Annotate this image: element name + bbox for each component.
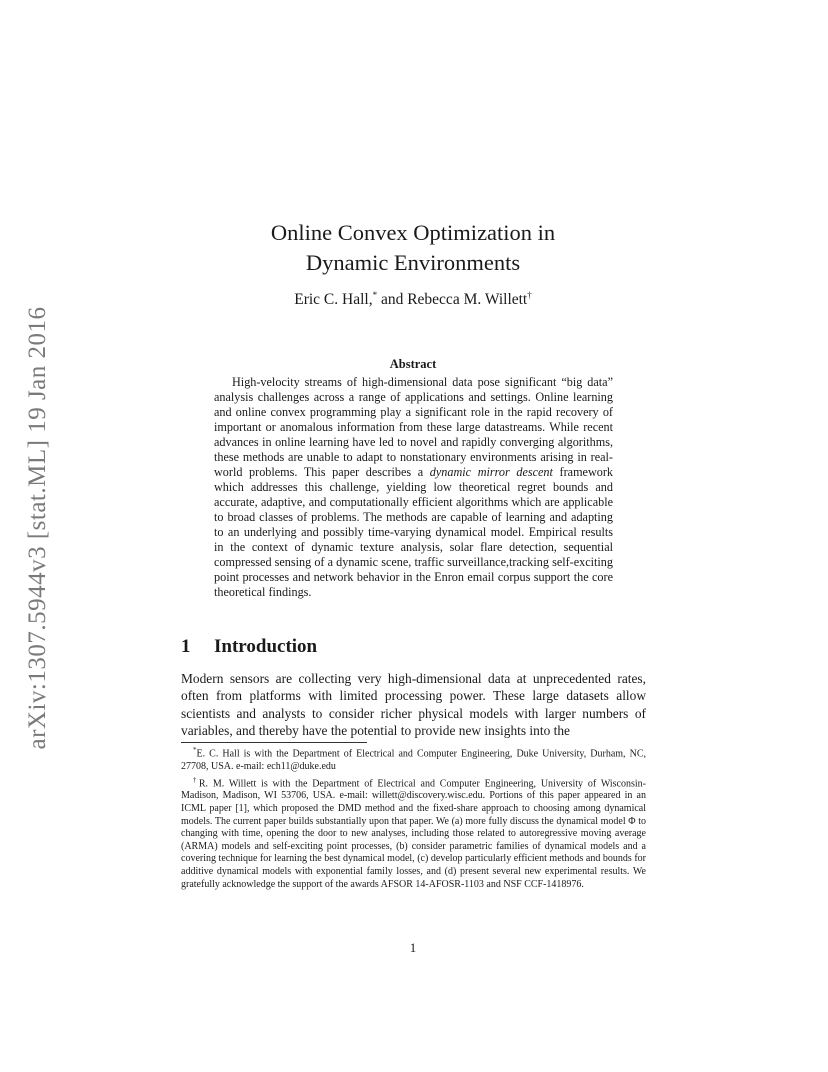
section-number: 1 [181, 636, 191, 657]
arxiv-identifier-text: arXiv:1307.5944v3 [stat.ML] 19 Jan 2016 [24, 306, 51, 750]
section-heading-introduction [181, 636, 317, 658]
footnote-willett-text: R. M. Willett is with the Department of Electrical and Computer Engineering, University of Wisconsin-Madison, Madison, WI 53706, USA. e-mail: willett@discovery.wisc.edu. Portions of this paper appeared in an ICML paper [1], which proposed the DMD method and the fixed-share approach to choosing among dynamical models. The current paper builds substantially upon that paper. We (a) more fully discuss the dynamical model Φ to changing with time, opening the door to new analyses, including those related to autoregressive moving average (ARMA) models and self-exciting point processes, (b) consider parametric families of dynamical models and a covering technique for learning the best dynamical model, (c) develop particularly efficient methods and bounds for additive dynamical models with exponential family losses, and (d) present several new experimental results. We gratefully acknowledge the support of the awards AFSOR 14-AFOSR-1103 and NSF CCF-1418976. [181, 777, 646, 890]
footnote-hall-text: E. C. Hall is with the Department of Electrical and Computer Engineering, Duke University, Durham, NC, 27708, USA. e-mail: ech11@duke.edu [181, 748, 646, 772]
footnote-willett [181, 774, 646, 892]
abstract-heading: Abstract [389, 357, 437, 371]
footnote-hall [181, 744, 646, 774]
footnote-willett-mark: † [193, 775, 199, 784]
introduction-paragraph: Modern sensors are collecting very high-dimensional data at unprecedented rates, often from platforms with limited processing power. These large datasets allow scientists and analysts to consider richer physical models with larger numbers of variables, and thereby have the potential to provide new insights into the [181, 671, 646, 738]
introduction-body [181, 670, 646, 739]
footnote-divider [181, 742, 367, 743]
author-line [180, 290, 646, 309]
abstract-paragraph [214, 375, 613, 600]
page-number: 1 [409, 940, 417, 955]
footnotes [181, 744, 646, 891]
author-hall-footnote-mark: * [372, 290, 378, 300]
author-willett: and Rebecca M. Willett [377, 291, 528, 309]
abstract-text-end: framework which addresses this challenge, yielding low theoretical regret bounds and accurate, adaptive, and computationally efficient algorithms which are applicable to broad classes of problems. The methods are capable of learning and adapting to an underlying and possibly time-varying dynamical model. Empirical results in the context of dynamic texture analysis, solar flare detection, sequential compressed sensing of a dynamic scene, traffic surveillance,tracking self-exciting point processes and network behavior in the Enron email corpus support the core theoretical findings. [214, 465, 613, 599]
section-title: Introduction [214, 636, 318, 657]
footnote-hall-mark: * [193, 746, 197, 754]
abstract-body [214, 375, 613, 600]
author-willett-footnote-mark: † [527, 290, 532, 300]
paper-title-line-1: Online Convex Optimization in [270, 220, 556, 245]
paper-title-line-2: Dynamic Environments [305, 250, 521, 275]
abstract-text-start: High-velocity streams of high-dimensional data pose significant “big data” analysis challenges across a range of applications and settings. Online learning and online convex programming play a significant role in the rapid recovery of important or anomalous information from these large datastreams. While recent advances in online learning have led to novel and rapidly converging algorithms, these methods are unable to adapt to nonstationary environments arising in real-world problems. This paper describes a [214, 375, 613, 479]
author-hall: Eric C. Hall, [294, 291, 373, 309]
abstract-emphasis: dynamic mirror descent [429, 465, 553, 479]
